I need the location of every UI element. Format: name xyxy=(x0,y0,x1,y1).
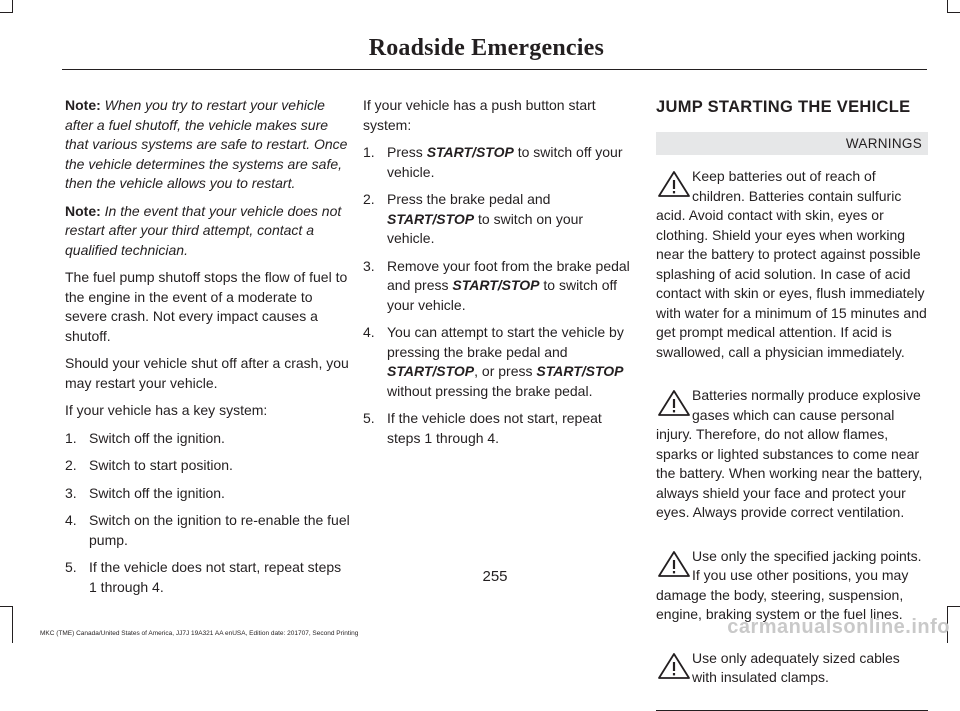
note-restart xyxy=(65,96,351,194)
warning-triangle-icon xyxy=(656,388,692,418)
list-item xyxy=(363,257,633,316)
button-name: START/STOP xyxy=(387,363,475,379)
note-text: When you try to restart your vehicle after a fuel shutoff, the vehicle makes sure that various systems are safe to restart. Once the vehicle determines the systems are safe, then the vehicle allows you to restart. xyxy=(65,97,348,191)
list-item xyxy=(65,456,351,476)
page-title: Roadside Emergencies xyxy=(368,35,604,61)
step-number: 1. xyxy=(65,429,77,446)
list-item xyxy=(65,429,351,449)
warning-text: Use only adequately sized cables with insulated clamps. xyxy=(692,649,900,685)
warning-text: Keep batteries out of reach of children. Batteries contain sulfuric acid. Avoid contact with skin, eyes or clothing. Shield your eyes when working near the battery to protect against possible splashing of acid solution. In case of acid contact with skin or eyes, flush immediately with water for a minimum of 15 minutes and get prompt medical attention. If acid is swallowed, call a physician immediately. xyxy=(656,168,927,360)
crop-mark-top-right xyxy=(947,0,960,13)
paragraph-key-system: If your vehicle has a key system: xyxy=(65,402,268,418)
list-item xyxy=(363,143,633,182)
step-text: Press xyxy=(387,144,427,160)
edition-footer: MKC (TME) Canada/United States of America, JJ7J 19A321 AA enUSA, Edition date: 201707, Second Printing xyxy=(40,630,359,637)
step-number: 3. xyxy=(65,484,77,501)
step-number: 5. xyxy=(363,410,375,426)
step-text: to switch off your vehicle. xyxy=(387,277,618,313)
list-item xyxy=(363,409,633,448)
step-text: to switch off your vehicle. xyxy=(387,144,623,180)
paragraph-restart: Should your vehicle shut off after a crash, you may restart your vehicle. xyxy=(65,355,349,391)
warning-triangle-icon xyxy=(656,169,692,199)
step-text: Press the brake pedal and xyxy=(387,191,551,207)
step-text: without pressing the brake pedal. xyxy=(387,382,593,399)
step-number: 1. xyxy=(363,144,375,160)
button-name: START/STOP xyxy=(536,363,624,379)
warning-item xyxy=(656,167,928,374)
button-name: START/STOP xyxy=(387,210,475,227)
column-left xyxy=(65,96,351,605)
step-text: Switch off the ignition. xyxy=(89,484,225,501)
step-number: 2. xyxy=(65,457,77,473)
note-technician xyxy=(65,202,351,261)
step-text: If the vehicle does not start, repeat steps 1 through 4. xyxy=(89,559,342,595)
warning-text: Use only the specified jacking points. If you use other positions, you may damage the body, steering, suspension, engine, braking system or the fuel lines. xyxy=(656,547,922,622)
warning-item xyxy=(656,649,928,700)
step-text: You can attempt to start the vehicle by pressing the brake pedal and xyxy=(387,324,624,360)
note-label: Note: xyxy=(65,202,101,219)
paragraph-push-button: If your vehicle has a push button start system: xyxy=(363,97,596,133)
step-text: If the vehicle does not start, repeat steps 1 through 4. xyxy=(387,410,602,446)
crop-mark-bottom-left xyxy=(0,606,13,643)
warning-text: Batteries normally produce explosive gases which can cause personal injury. Therefore, do not allow flames, sparks or lighted substances to come near the battery. When working near the battery, always shield your face and protect your eyes. Always provide correct ventilation. xyxy=(656,387,923,520)
step-number: 2. xyxy=(363,191,375,207)
warning-item xyxy=(656,386,928,535)
warnings-bar: WARNINGS xyxy=(656,132,928,156)
step-text: Remove your foot from the brake pedal and press xyxy=(387,257,630,293)
step-number: 4. xyxy=(65,512,77,528)
step-number: 5. xyxy=(65,559,77,575)
step-text: , or press xyxy=(474,363,537,379)
warning-triangle-icon xyxy=(656,651,692,681)
push-button-steps xyxy=(363,143,633,448)
column-middle xyxy=(363,96,633,456)
crop-mark-top-left xyxy=(0,0,13,13)
list-item xyxy=(363,190,633,249)
button-name: START/STOP xyxy=(452,277,540,293)
warnings-divider xyxy=(656,710,928,711)
page-number: 255 xyxy=(482,568,508,585)
paragraph-fuel-pump: The fuel pump shutoff stops the flow of fuel to the engine in the event of a moderate to severe crash. Not every impact causes a shutoff. xyxy=(65,269,348,344)
step-text: Switch to start position. xyxy=(89,457,233,473)
step-text: Switch off the ignition. xyxy=(89,429,225,446)
list-item xyxy=(65,511,351,550)
button-name: START/STOP xyxy=(426,144,514,160)
list-item xyxy=(65,484,351,504)
step-number: 3. xyxy=(363,257,375,274)
list-item xyxy=(363,323,633,401)
step-text: to switch on your vehicle. xyxy=(387,210,584,246)
note-label: Note: xyxy=(65,97,101,113)
note-text: In the event that your vehicle does not restart after your third attempt, contact a qualified technician. xyxy=(65,202,342,258)
step-number: 4. xyxy=(363,324,375,340)
header-divider xyxy=(62,69,927,70)
watermark: carmanualsonline.info xyxy=(727,616,950,638)
section-heading: JUMP STARTING THE VEHICLE xyxy=(656,98,911,116)
step-text: Switch on the ignition to re-enable the fuel pump. xyxy=(89,512,350,548)
